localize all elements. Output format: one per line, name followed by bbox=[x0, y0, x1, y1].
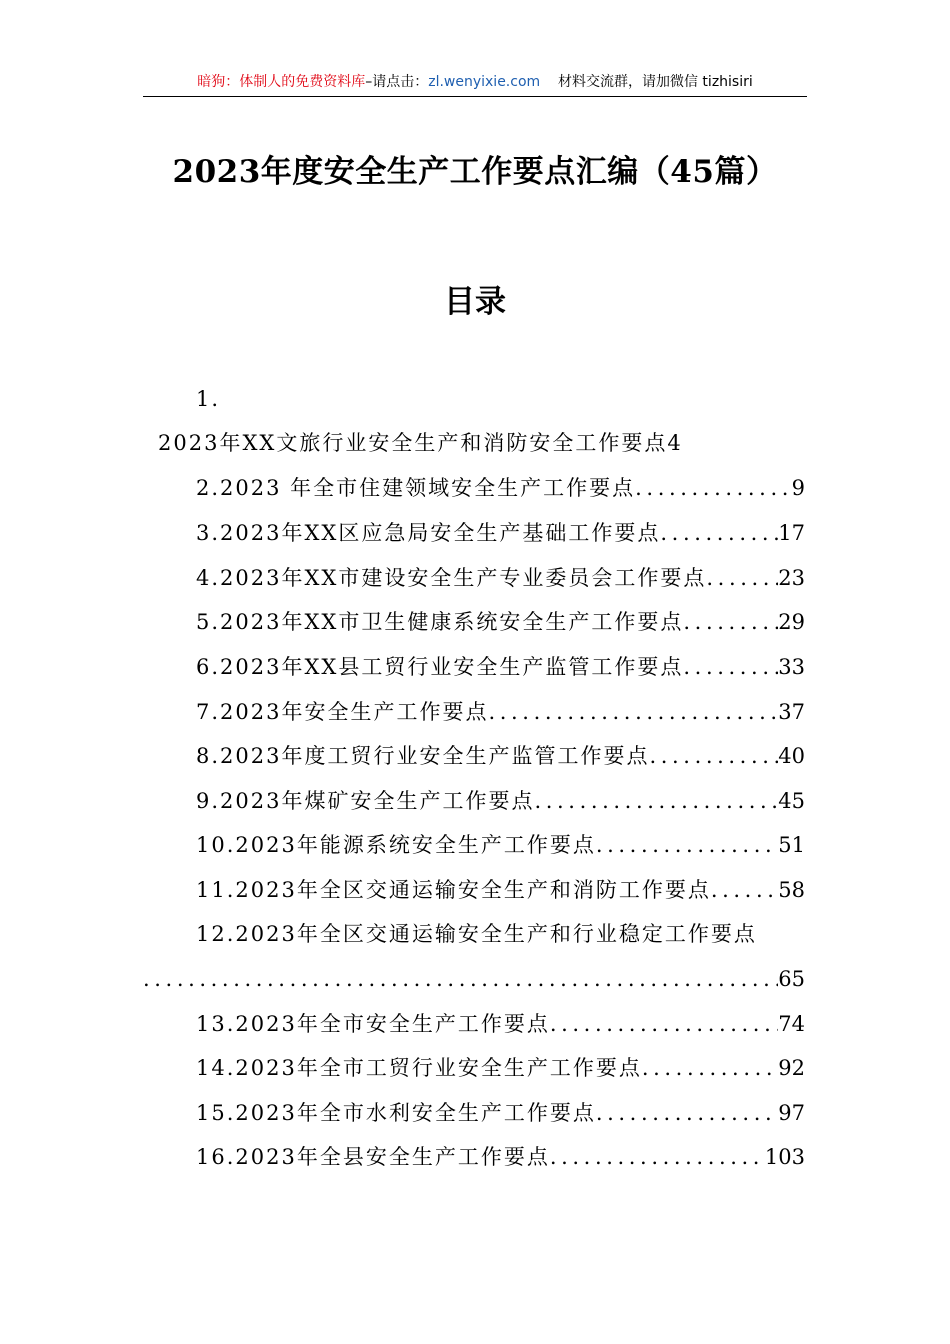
toc-item-page: 40 bbox=[778, 744, 805, 768]
toc-item-text: 15.2023年全市水利安全生产工作要点 bbox=[196, 1101, 596, 1125]
toc-leader-dots bbox=[550, 1009, 778, 1039]
toc-item-page: 51 bbox=[778, 833, 805, 857]
toc-item-text: 16.2023年全县安全生产工作要点 bbox=[196, 1145, 550, 1169]
toc-leader-dots bbox=[660, 518, 778, 548]
header-wechat-note: 材料交流群，请加微信 tizhisiri bbox=[557, 74, 753, 90]
toc-item[interactable] bbox=[196, 875, 805, 905]
toc-leader-dots bbox=[683, 652, 778, 682]
toc-item[interactable] bbox=[196, 697, 805, 727]
toc-item-text: 6.2023年XX县工贸行业安全生产监管工作要点 bbox=[196, 655, 684, 679]
toc-item-page: 65 bbox=[778, 967, 805, 991]
toc-item-text: 14.2023年全市工贸行业安全生产工作要点 bbox=[196, 1056, 642, 1080]
toc-leader-dots bbox=[642, 1053, 778, 1083]
toc-item-page: 33 bbox=[778, 655, 805, 679]
toc-leader-dots bbox=[488, 697, 778, 727]
toc-leader-dots bbox=[711, 875, 778, 905]
toc-item-text: 5.2023年XX市卫生健康系统安全生产工作要点 bbox=[196, 610, 684, 634]
toc-item[interactable] bbox=[196, 518, 805, 548]
toc-item-page: 58 bbox=[778, 878, 805, 902]
toc-item-text: 11.2023年全区交通运输安全生产和消防工作要点 bbox=[196, 878, 711, 902]
toc-item-text: 4.2023年XX市建设安全生产专业委员会工作要点 bbox=[196, 566, 707, 590]
toc-item[interactable] bbox=[196, 830, 805, 860]
toc-item-page: 45 bbox=[778, 789, 805, 813]
page-header bbox=[143, 70, 807, 97]
toc-item-text: 10.2023年能源系统安全生产工作要点 bbox=[196, 833, 596, 857]
toc-leader-dots bbox=[534, 786, 778, 816]
toc-item[interactable] bbox=[196, 607, 805, 637]
toc-item-page: 97 bbox=[778, 1101, 805, 1125]
header-click-prompt: –请点击： bbox=[365, 74, 429, 90]
toc-item-text: 8.2023年度工贸行业安全生产监管工作要点 bbox=[196, 744, 650, 768]
toc-item-text: 7.2023年安全生产工作要点 bbox=[196, 700, 489, 724]
toc-item[interactable] bbox=[196, 473, 805, 503]
toc-leader-dots bbox=[635, 473, 791, 503]
toc-leader-dots bbox=[706, 563, 778, 593]
document-title: 2023年度安全生产工作要点汇编（45篇） bbox=[172, 154, 778, 190]
toc-item-1-number-line[interactable] bbox=[196, 384, 396, 414]
toc-leader-dots bbox=[596, 1098, 778, 1128]
toc-leader-dots bbox=[596, 830, 778, 860]
toc-item-page: 9 bbox=[791, 476, 805, 500]
toc-item-text: 13.2023年全市安全生产工作要点 bbox=[196, 1012, 550, 1036]
header-link[interactable]: zl.wenyixie.com bbox=[428, 74, 541, 90]
toc-item[interactable] bbox=[196, 1098, 805, 1128]
toc-item-page: 23 bbox=[778, 566, 805, 590]
toc-item-page: 92 bbox=[778, 1056, 805, 1080]
toc-leader-dots bbox=[649, 741, 778, 771]
toc-item-text: 9.2023年煤矿安全生产工作要点 bbox=[196, 789, 535, 813]
toc-item-1[interactable] bbox=[158, 428, 778, 458]
toc-item[interactable] bbox=[196, 741, 805, 771]
toc-item-1-text: 2023年XX文旅行业安全生产和消防安全工作要点4 bbox=[158, 431, 683, 455]
toc-item-text: 2.2023 年全市住建领域安全生产工作要点 bbox=[196, 476, 636, 500]
toc-item-text: 12.2023年全区交通运输安全生产和行业稳定工作要点 bbox=[196, 922, 757, 946]
toc-item[interactable] bbox=[196, 652, 805, 682]
toc-item[interactable] bbox=[196, 563, 805, 593]
toc-item-page: 17 bbox=[778, 521, 805, 545]
toc-item-page: 103 bbox=[764, 1145, 805, 1169]
toc-item-text: 3.2023年XX区应急局安全生产基础工作要点 bbox=[196, 521, 661, 545]
toc-item[interactable] bbox=[196, 1009, 805, 1039]
toc-leader-dots bbox=[550, 1142, 765, 1172]
header-site-name: 暗狗：体制人的免费资料库 bbox=[197, 74, 366, 90]
toc-item[interactable] bbox=[196, 1142, 805, 1172]
toc-item-page: 29 bbox=[778, 610, 805, 634]
toc-item-1-number: 1. bbox=[196, 387, 221, 411]
toc-heading: 目录 bbox=[444, 284, 506, 320]
toc-item-page: 37 bbox=[778, 700, 805, 724]
toc-item-12-continuation[interactable] bbox=[143, 964, 805, 994]
toc-item[interactable] bbox=[196, 786, 805, 816]
toc-item-page: 74 bbox=[778, 1012, 805, 1036]
toc-item[interactable] bbox=[196, 1053, 805, 1083]
toc-leader-dots bbox=[683, 607, 778, 637]
toc-item-12[interactable] bbox=[196, 919, 805, 949]
toc-leader-dots bbox=[143, 964, 778, 994]
